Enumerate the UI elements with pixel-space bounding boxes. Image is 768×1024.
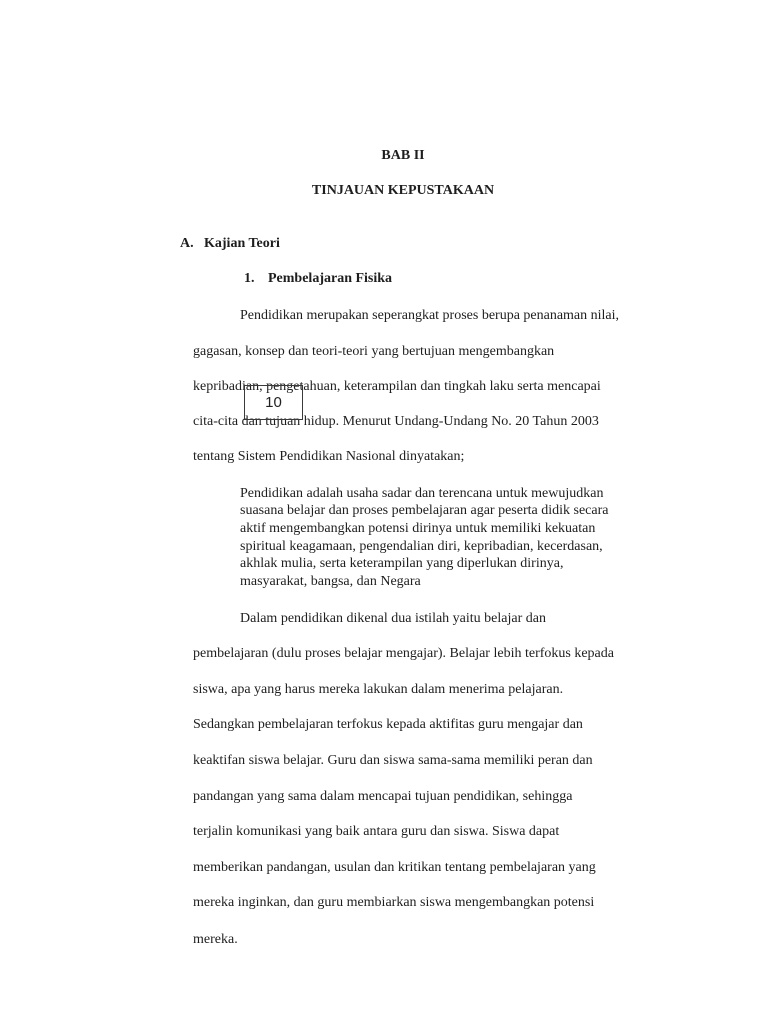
quote-line: Pendidikan adalah usaha sadar dan terencana untuk mewujudkan [240, 486, 604, 501]
paragraph-line: mereka. [193, 932, 238, 947]
quote-line: aktif mengembangkan potensi dirinya untuk memiliki kekuatan [240, 521, 596, 536]
paragraph-line: Sedangkan pembelajaran terfokus kepada aktifitas guru mengajar dan [193, 717, 583, 732]
paragraph-line: keaktifan siswa belajar. Guru dan siswa sama-sama memiliki peran dan [193, 753, 593, 768]
paragraph-line: tentang Sistem Pendidikan Nasional dinyatakan; [193, 449, 465, 464]
paragraph-line: Pendidikan merupakan seperangkat proses berupa penanaman nilai, [240, 308, 620, 323]
quote-line: masyarakat, bangsa, dan Negara [240, 574, 421, 589]
section-marker: A. [180, 236, 194, 251]
paragraph-line: cita-cita dan tujuan hidup. Menurut Undang-Undang No. 20 Tahun 2003 [193, 414, 599, 429]
paragraph-line: Dalam pendidikan dikenal dua istilah yaitu belajar dan [240, 611, 546, 626]
section-title: Kajian Teori [204, 236, 280, 251]
paragraph-line: gagasan, konsep dan teori-teori yang bertujuan mengembangkan [193, 344, 555, 359]
paragraph-line: memberikan pandangan, usulan dan kritikan tentang pembelajaran yang [193, 860, 596, 875]
paragraph-line: siswa, apa yang harus mereka lakukan dalam menerima pelajaran. [193, 682, 564, 697]
chapter-number: BAB II [381, 148, 425, 163]
quote-line: suasana belajar dan proses pembelajaran agar peserta didik secara [240, 503, 609, 518]
paragraph-line: terjalin komunikasi yang baik antara guru dan siswa. Siswa dapat [193, 824, 560, 839]
subsection-title: Pembelajaran Fisika [268, 271, 393, 286]
quote-line: akhlak mulia, serta keterampilan yang diperlukan dirinya, [240, 556, 564, 571]
paragraph-line: mereka inginkan, dan guru membiarkan siswa mengembangkan potensi [193, 895, 595, 910]
quote-line: spiritual keagamaan, pengendalian diri, kepribadian, kecerdasan, [240, 539, 603, 554]
paragraph-line: pandangan yang sama dalam mencapai tujuan pendidikan, sehingga [193, 789, 573, 804]
paragraph-line: kepribadian, pengetahuan, keterampilan dan tingkah laku serta mencapai [193, 379, 601, 394]
chapter-title: TINJAUAN KEPUSTAKAAN [311, 183, 495, 198]
page-number-box: 10 [244, 385, 303, 420]
paragraph-line: pembelajaran (dulu proses belajar mengajar). Belajar lebih terfokus kepada [193, 646, 614, 661]
subsection-marker: 1. [244, 271, 255, 286]
